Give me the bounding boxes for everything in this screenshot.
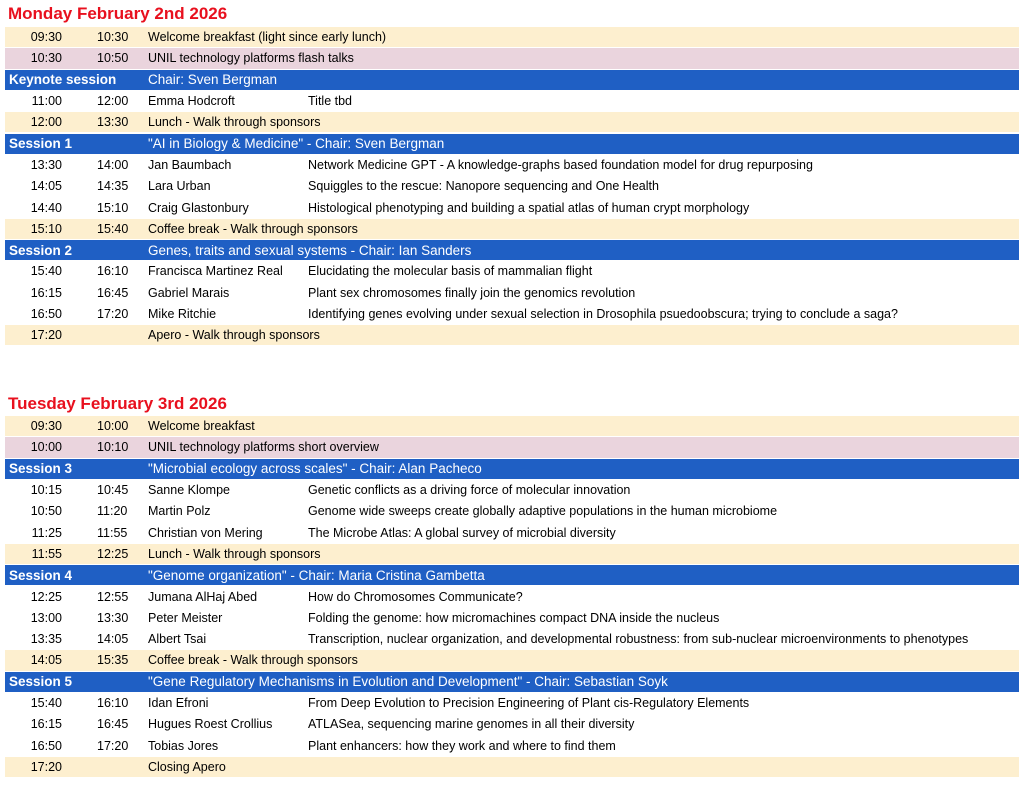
- break-row: [5, 112, 1019, 132]
- talk-row: [5, 586, 1019, 606]
- speaker-name: Gabriel Marais: [148, 285, 230, 300]
- speaker-name: Jumana AlHaj Abed: [148, 589, 258, 604]
- platform-row: [5, 437, 1019, 457]
- talk-row: [5, 608, 1019, 628]
- start-time: 11:55: [31, 546, 62, 561]
- end-time: 10:10: [97, 440, 129, 455]
- talk-row: [5, 91, 1019, 111]
- break-row: [5, 27, 1019, 47]
- start-time: 17:20: [30, 759, 62, 774]
- talk-title: From Deep Evolution to Precision Engineering of Plant cis-Regulatory Elements: [308, 696, 750, 711]
- session-header-row: [5, 134, 1019, 154]
- end-time: 15:10: [97, 200, 129, 215]
- speaker-name: Peter Meister: [148, 610, 223, 625]
- end-time: 15:35: [97, 653, 129, 668]
- start-time: 14:40: [30, 200, 62, 215]
- talk-row: [5, 304, 1019, 324]
- talk-row: [5, 155, 1019, 175]
- start-time: 16:50: [30, 307, 62, 322]
- start-time: 13:30: [30, 157, 62, 172]
- session-label: Session 4: [9, 567, 73, 583]
- speaker-name: Tobias Jores: [148, 738, 219, 753]
- talk-title: Network Medicine GPT - A knowledge-graphs based foundation model for drug repurposing: [308, 157, 813, 172]
- session-info: "AI in Biology & Medicine" - Chair: Sven Bergman: [148, 136, 445, 152]
- end-time: 11:20: [97, 504, 128, 519]
- session-label: Session 5: [9, 674, 73, 690]
- start-time: 09:30: [30, 419, 62, 434]
- end-time: 14:00: [97, 157, 129, 172]
- session-label: Session 2: [9, 242, 73, 258]
- activity-text: Apero - Walk through sponsors: [148, 328, 320, 343]
- talk-title: Identifying genes evolving under sexual selection in Drosophila psuedoobscura; trying to conclude a saga?: [308, 307, 898, 322]
- start-time: 17:20: [30, 328, 62, 343]
- start-time: 11:00: [31, 94, 62, 109]
- end-time: 16:10: [97, 264, 129, 279]
- start-time: 14:05: [30, 179, 62, 194]
- talk-title: Transcription, nuclear organization, and developmental robustness: from sub-nuclear microenvironments to phenotypes: [308, 632, 969, 647]
- start-time: 14:05: [30, 653, 62, 668]
- break-row: [5, 650, 1019, 670]
- end-time: 14:35: [97, 179, 129, 194]
- speaker-name: Sanne Klompe: [148, 483, 231, 498]
- talk-title: ATLASea, sequencing marine genomes in all their diversity: [308, 717, 635, 732]
- session-header-row: [5, 672, 1019, 692]
- talk-row: [5, 693, 1019, 713]
- speaker-name: Idan Efroni: [148, 696, 209, 711]
- session-info: "Gene Regulatory Mechanisms in Evolution and Development" - Chair: Sebastian Soyk: [148, 674, 668, 690]
- speaker-name: Martin Polz: [148, 504, 211, 519]
- activity-text: UNIL technology platforms short overview: [148, 440, 379, 455]
- speaker-name: Emma Hodcroft: [148, 94, 235, 109]
- talk-row: [5, 197, 1019, 217]
- start-time: 16:50: [30, 738, 62, 753]
- break-row: [5, 325, 1019, 345]
- talk-title: Squiggles to the rescue: Nanopore sequencing and One Health: [308, 179, 659, 194]
- talk-row: [5, 176, 1019, 196]
- start-time: 10:00: [30, 440, 62, 455]
- activity-text: Welcome breakfast (light since early lunch): [148, 30, 387, 45]
- start-time: 16:15: [30, 285, 62, 300]
- start-time: 13:00: [30, 610, 62, 625]
- activity-text: Lunch - Walk through sponsors: [148, 115, 321, 130]
- talk-title: Plant sex chromosomes finally join the genomics revolution: [308, 285, 636, 300]
- start-time: 15:40: [30, 264, 62, 279]
- end-time: 13:30: [97, 610, 129, 625]
- speaker-name: Hugues Roest Crollius: [148, 717, 273, 732]
- talk-title: Title tbd: [308, 94, 353, 109]
- end-time: 10:00: [97, 419, 129, 434]
- session-header-row: [5, 70, 1019, 90]
- session-header-row: [5, 565, 1019, 585]
- end-time: 10:30: [97, 30, 129, 45]
- start-time: 10:50: [30, 504, 62, 519]
- activity-text: Closing Apero: [148, 759, 226, 774]
- activity-text: UNIL technology platforms flash talks: [148, 51, 354, 66]
- speaker-name: Francisca Martinez Real: [148, 264, 283, 279]
- end-time: 16:45: [97, 717, 129, 732]
- break-row: [5, 544, 1019, 564]
- start-time: 13:35: [30, 632, 62, 647]
- speaker-name: Albert Tsai: [148, 632, 207, 647]
- talk-row: [5, 714, 1019, 734]
- end-time: 17:20: [97, 738, 129, 753]
- talk-title: Plant enhancers: how they work and where to find them: [308, 738, 616, 753]
- end-time: 15:40: [97, 221, 129, 236]
- end-time: 16:45: [97, 285, 129, 300]
- activity-text: Welcome breakfast: [148, 419, 255, 434]
- session-header-row: [5, 240, 1019, 260]
- platform-row: [5, 48, 1019, 68]
- end-time: 12:25: [97, 546, 129, 561]
- end-time: 13:30: [97, 115, 129, 130]
- break-row: [5, 416, 1019, 436]
- talk-title: Elucidating the molecular basis of mammalian flight: [308, 264, 593, 279]
- talk-row: [5, 480, 1019, 500]
- activity-text: Coffee break - Walk through sponsors: [148, 221, 358, 236]
- speaker-name: Craig Glastonbury: [148, 200, 249, 215]
- session-info: "Microbial ecology across scales" - Chair: Alan Pacheco: [148, 461, 482, 477]
- start-time: 15:40: [30, 696, 62, 711]
- talk-title: The Microbe Atlas: A global survey of microbial diversity: [308, 525, 616, 540]
- speaker-name: Jan Baumbach: [148, 157, 232, 172]
- session-header-row: [5, 459, 1019, 479]
- start-time: 11:25: [31, 525, 62, 540]
- end-time: 17:20: [97, 307, 129, 322]
- talk-row: [5, 523, 1019, 543]
- session-label: Session 1: [9, 136, 73, 152]
- talk-row: [5, 501, 1019, 521]
- start-time: 09:30: [30, 30, 62, 45]
- session-info: "Genome organization" - Chair: Maria Cristina Gambetta: [148, 567, 485, 583]
- talk-row: [5, 736, 1019, 756]
- talk-row: [5, 629, 1019, 649]
- speaker-name: Lara Urban: [148, 179, 211, 194]
- activity-text: Coffee break - Walk through sponsors: [148, 653, 358, 668]
- end-time: 14:05: [97, 632, 129, 647]
- end-time: 10:50: [97, 51, 129, 66]
- session-info: Chair: Sven Bergman: [148, 72, 278, 88]
- day-title: Monday February 2nd 2026: [8, 4, 228, 23]
- break-row: [5, 219, 1019, 239]
- break-row: [5, 757, 1019, 777]
- talk-title: Genetic conflicts as a driving force of molecular innovation: [308, 483, 631, 498]
- start-time: 12:00: [30, 115, 62, 130]
- session-label: Keynote session: [9, 72, 117, 88]
- speaker-name: Christian von Mering: [148, 525, 263, 540]
- start-time: 10:15: [30, 483, 62, 498]
- talk-title: How do Chromosomes Communicate?: [308, 589, 523, 604]
- session-info: Genes, traits and sexual systems - Chair: Ian Sanders: [148, 242, 472, 258]
- end-time: 10:45: [97, 483, 129, 498]
- talk-title: Folding the genome: how micromachines compact DNA inside the nucleus: [308, 610, 720, 625]
- talk-row: [5, 261, 1019, 281]
- speaker-name: Mike Ritchie: [148, 307, 217, 322]
- end-time: 11:55: [97, 525, 128, 540]
- day-title: Tuesday February 3rd 2026: [8, 394, 227, 413]
- start-time: 12:25: [30, 589, 62, 604]
- start-time: 10:30: [30, 51, 62, 66]
- talk-title: Histological phenotyping and building a spatial atlas of human crypt morphology: [308, 200, 750, 215]
- session-label: Session 3: [9, 461, 73, 477]
- end-time: 12:00: [97, 94, 129, 109]
- activity-text: Lunch - Walk through sponsors: [148, 546, 321, 561]
- end-time: 16:10: [97, 696, 129, 711]
- talk-title: Genome wide sweeps create globally adaptive populations in the human microbiome: [308, 504, 778, 519]
- start-time: 16:15: [30, 717, 62, 732]
- talk-row: [5, 283, 1019, 303]
- start-time: 15:10: [30, 221, 62, 236]
- end-time: 12:55: [97, 589, 129, 604]
